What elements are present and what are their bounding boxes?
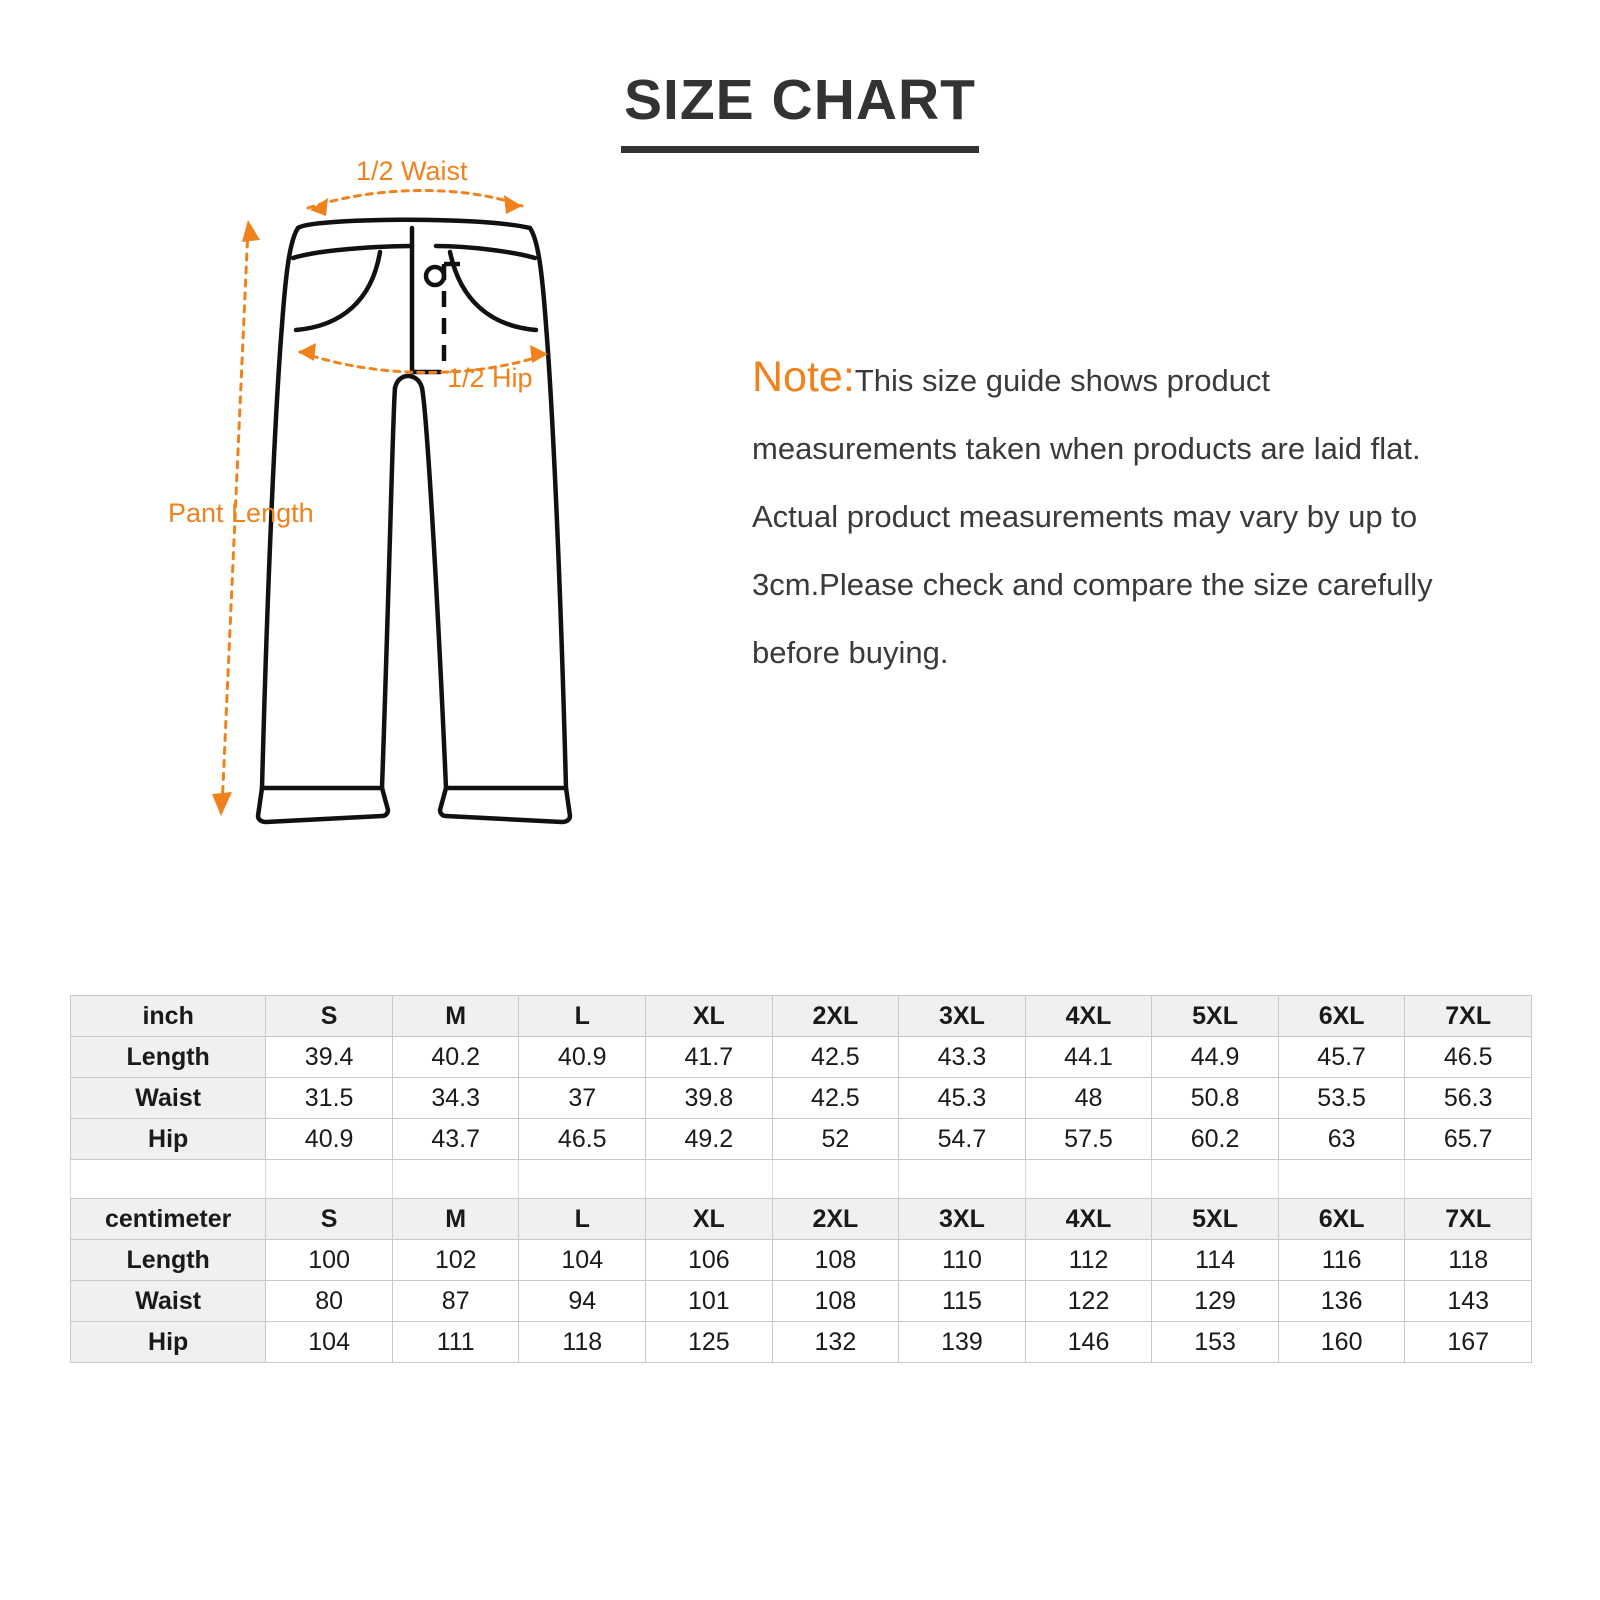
size-header-cell: S [266, 996, 393, 1037]
measurement-cell: 132 [772, 1322, 899, 1363]
measurement-cell: 136 [1278, 1281, 1405, 1322]
spacer-cell [646, 1160, 773, 1199]
measurement-cell: 54.7 [899, 1119, 1026, 1160]
measurement-cell: 31.5 [266, 1078, 393, 1119]
size-header-cell: 3XL [899, 996, 1026, 1037]
row-label-cell: Waist [71, 1078, 266, 1119]
size-chart-table-wrap [70, 995, 1532, 1363]
spacer-cell [772, 1160, 899, 1199]
measurement-cell: 48 [1025, 1078, 1152, 1119]
spacer-cell [1278, 1160, 1405, 1199]
title-underline [621, 146, 979, 153]
measurement-cell: 106 [646, 1240, 773, 1281]
half-hip-arrow-right [530, 345, 548, 363]
measurement-cell: 125 [646, 1322, 773, 1363]
size-header-cell: 7XL [1405, 1199, 1532, 1240]
half-hip-label: 1/2 Hip [447, 363, 533, 393]
measurement-cell: 100 [266, 1240, 393, 1281]
half-hip-arrow-left [298, 343, 316, 361]
note-body: This size guide shows product measurements taken when products are laid flat. Actual product measurements may vary by up to 3cm.Please check and compare the size carefully before buying. [752, 363, 1433, 670]
row-label-cell: Length [71, 1240, 266, 1281]
measurement-cell: 45.3 [899, 1078, 1026, 1119]
note-paragraph [752, 352, 1468, 692]
measurement-cell: 116 [1278, 1240, 1405, 1281]
table-row [71, 1119, 1532, 1160]
table-header-row [71, 996, 1532, 1037]
table-spacer-row [71, 1160, 1532, 1199]
page-title: SIZE CHART [624, 68, 976, 132]
size-header-cell: S [266, 1199, 393, 1240]
table-header-row [71, 1199, 1532, 1240]
measurement-cell: 39.8 [646, 1078, 773, 1119]
half-waist-arrow-right [504, 195, 522, 214]
size-header-cell: 7XL [1405, 996, 1532, 1037]
measurement-cell: 34.3 [392, 1078, 519, 1119]
measurement-cell: 104 [266, 1322, 393, 1363]
measurement-cell: 44.9 [1152, 1037, 1279, 1078]
measurement-cell: 52 [772, 1119, 899, 1160]
measurement-cell: 80 [266, 1281, 393, 1322]
size-chart-table [70, 995, 1532, 1363]
size-header-cell: M [392, 1199, 519, 1240]
table-row [71, 1078, 1532, 1119]
size-header-cell: L [519, 1199, 646, 1240]
measurement-cell: 42.5 [772, 1037, 899, 1078]
spacer-cell [1152, 1160, 1279, 1199]
unit-header-cell: inch [71, 996, 266, 1037]
size-header-cell: 6XL [1278, 1199, 1405, 1240]
pant-length-arrow-bottom [212, 792, 232, 816]
spacer-cell [899, 1160, 1026, 1199]
measurement-cell: 46.5 [519, 1119, 646, 1160]
measurement-cell: 53.5 [1278, 1078, 1405, 1119]
measurement-cell: 43.3 [899, 1037, 1026, 1078]
spacer-cell [266, 1160, 393, 1199]
spacer-cell [1025, 1160, 1152, 1199]
measurement-cell: 56.3 [1405, 1078, 1532, 1119]
measurement-cell: 122 [1025, 1281, 1152, 1322]
measurement-cell: 101 [646, 1281, 773, 1322]
pant-length-arrow-top [242, 220, 260, 242]
measurement-cell: 118 [1405, 1240, 1532, 1281]
measurement-cell: 108 [772, 1281, 899, 1322]
table-row [71, 1322, 1532, 1363]
measurement-cell: 50.8 [1152, 1078, 1279, 1119]
measurement-cell: 143 [1405, 1281, 1532, 1322]
size-header-cell: 2XL [772, 1199, 899, 1240]
measurement-cell: 40.9 [266, 1119, 393, 1160]
button-icon [426, 267, 444, 285]
size-header-cell: M [392, 996, 519, 1037]
measurement-cell: 110 [899, 1240, 1026, 1281]
size-header-cell: 2XL [772, 996, 899, 1037]
measurement-cell: 104 [519, 1240, 646, 1281]
size-header-cell: 4XL [1025, 996, 1152, 1037]
size-header-cell: 5XL [1152, 1199, 1279, 1240]
size-header-cell: XL [646, 1199, 773, 1240]
measurement-cell: 46.5 [1405, 1037, 1532, 1078]
measurement-cell: 44.1 [1025, 1037, 1152, 1078]
measurement-cell: 129 [1152, 1281, 1279, 1322]
measurement-cell: 40.2 [392, 1037, 519, 1078]
measurement-cell: 114 [1152, 1240, 1279, 1281]
measurement-cell: 65.7 [1405, 1119, 1532, 1160]
size-header-cell: 6XL [1278, 996, 1405, 1037]
measurement-cell: 49.2 [646, 1119, 773, 1160]
measurement-cell: 153 [1152, 1322, 1279, 1363]
measurement-cell: 102 [392, 1240, 519, 1281]
pants-diagram [150, 140, 610, 840]
measurement-cell: 40.9 [519, 1037, 646, 1078]
table-row [71, 1037, 1532, 1078]
spacer-cell [71, 1160, 266, 1199]
spacer-cell [519, 1160, 646, 1199]
size-header-cell: 4XL [1025, 1199, 1152, 1240]
unit-header-cell: centimeter [71, 1199, 266, 1240]
size-header-cell: 5XL [1152, 996, 1279, 1037]
size-header-cell: XL [646, 996, 773, 1037]
measurement-cell: 87 [392, 1281, 519, 1322]
measurement-cell: 118 [519, 1322, 646, 1363]
measurement-cell: 42.5 [772, 1078, 899, 1119]
half-waist-arc [308, 191, 522, 209]
measurement-cell: 37 [519, 1078, 646, 1119]
measurement-cell: 146 [1025, 1322, 1152, 1363]
measurement-cell: 112 [1025, 1240, 1152, 1281]
row-label-cell: Length [71, 1037, 266, 1078]
table-row [71, 1281, 1532, 1322]
measurement-cell: 167 [1405, 1322, 1532, 1363]
half-waist-label: 1/2 Waist [356, 156, 468, 186]
table-row [71, 1240, 1532, 1281]
measurement-cell: 60.2 [1152, 1119, 1279, 1160]
size-header-cell: 3XL [899, 1199, 1026, 1240]
pant-length-label: Pant Length [168, 498, 314, 528]
row-label-cell: Hip [71, 1322, 266, 1363]
measurement-cell: 63 [1278, 1119, 1405, 1160]
note-label: Note: [752, 353, 855, 401]
spacer-cell [392, 1160, 519, 1199]
note-block [752, 352, 1468, 692]
measurement-cell: 45.7 [1278, 1037, 1405, 1078]
measurement-cell: 108 [772, 1240, 899, 1281]
spacer-cell [1405, 1160, 1532, 1199]
size-header-cell: L [519, 996, 646, 1037]
measurement-cell: 115 [899, 1281, 1026, 1322]
measurement-cell: 39.4 [266, 1037, 393, 1078]
measurement-cell: 43.7 [392, 1119, 519, 1160]
measurement-cell: 94 [519, 1281, 646, 1322]
row-label-cell: Hip [71, 1119, 266, 1160]
measurement-cell: 160 [1278, 1322, 1405, 1363]
measurement-cell: 57.5 [1025, 1119, 1152, 1160]
measurement-cell: 139 [899, 1322, 1026, 1363]
measurement-cell: 41.7 [646, 1037, 773, 1078]
row-label-cell: Waist [71, 1281, 266, 1322]
measurement-cell: 111 [392, 1322, 519, 1363]
